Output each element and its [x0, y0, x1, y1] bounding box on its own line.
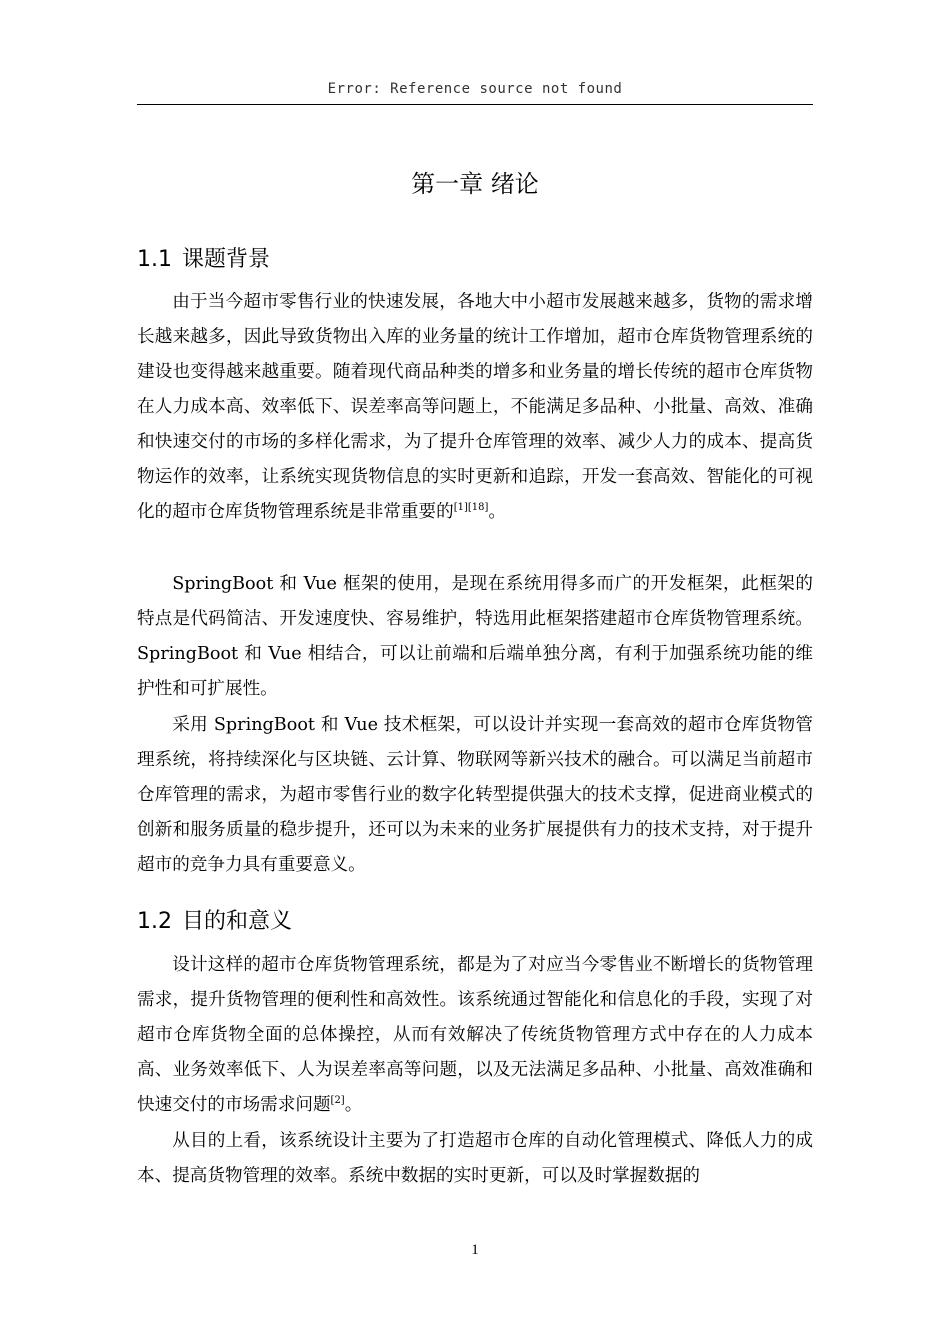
paragraph-tail: 。: [344, 1095, 363, 1115]
citation: [1][18]: [453, 502, 489, 513]
running-header: Error: Reference source not found: [327, 81, 623, 97]
section-title-text: 目的和意义: [182, 909, 293, 934]
paragraph-text: 由于当今超市零售行业的快速发展，各地大中小超市发展越来越多，货物的需求增长越来越多，因此导致货物出入库的业务量的统计工作增加，超市仓库货物管理系统的建设也变得越来越重要。随着现代商品种类的增多和业务量的增长传统的超市仓库货物在人力成本高、效率低下、误差率高等问题上，不能满足多品种、小批量、高效、准确和快速交付的市场的多样化需求，为了提升仓库管理的效率、减少人力的成本、提高货物运作的效率，让系统实现货物信息的实时更新和追踪，开发一套高效、智能化的可视化的超市仓库货物管理系统是非常重要的: [137, 292, 813, 522]
paragraph-background-1: [137, 285, 813, 530]
paragraph-text: SpringBoot 和 Vue 框架的使用，是现在系统用得多而广的开发框架，此框架的特点是代码简洁、开发速度快、容易维护，特选用此框架搭建超市仓库货物管理系统。SpringBoot 和 Vue 相结合，可以让前端和后端单独分离，有利于加强系统功能的维护性和可扩展性。: [137, 574, 813, 699]
paragraph-text: 采用 SpringBoot 和 Vue 技术框架，可以设计并实现一套高效的超市仓库货物管理系统，将持续深化与区块链、云计算、物联网等新兴技术的融合。可以满足当前超市仓库管理的需求，为超市零售行业的数字化转型提供强大的技术支撑，促进商业模式的创新和服务质量的稳步提升，还可以为未来的业务扩展提供有力的技术支持，对于提升超市的竞争力具有重要意义。: [137, 715, 813, 875]
paragraph-purpose-1: [137, 948, 813, 1123]
paragraph-text: 设计这样的超市仓库货物管理系统，都是为了对应当今零售业不断增长的货物管理需求，提升货物管理的便利性和高效性。该系统通过智能化和信息化的手段，实现了对超市仓库货物全面的总体操控，从而有效解决了传统货物管理方式中存在的人力成本高、业务效率低下、人为误差率高等问题，以及无法满足多品种、小批量、高效准确和快速交付的市场需求问题: [137, 955, 813, 1115]
section-number: 1.1: [137, 247, 172, 272]
section-heading-1-1: [137, 242, 270, 273]
paragraph-text: 从目的上看，该系统设计主要为了打造超市仓库的自动化管理模式、降低人力的成本、提高货物管理的效率。系统中数据的实时更新，可以及时掌握数据的: [137, 1131, 813, 1186]
section-heading-1-2: [137, 904, 292, 935]
chapter-title: 第一章 绪论: [411, 170, 539, 198]
paragraph-background-2: [137, 567, 813, 707]
section-number: 1.2: [137, 909, 172, 934]
header-rule: [137, 104, 813, 105]
page-number: 1: [471, 1242, 479, 1258]
paragraph-background-3: [137, 708, 813, 883]
citation: [2]: [330, 1095, 345, 1106]
paragraph-tail: 。: [488, 502, 507, 522]
section-title-text: 课题背景: [182, 247, 271, 272]
paragraph-purpose-2: [137, 1124, 813, 1194]
